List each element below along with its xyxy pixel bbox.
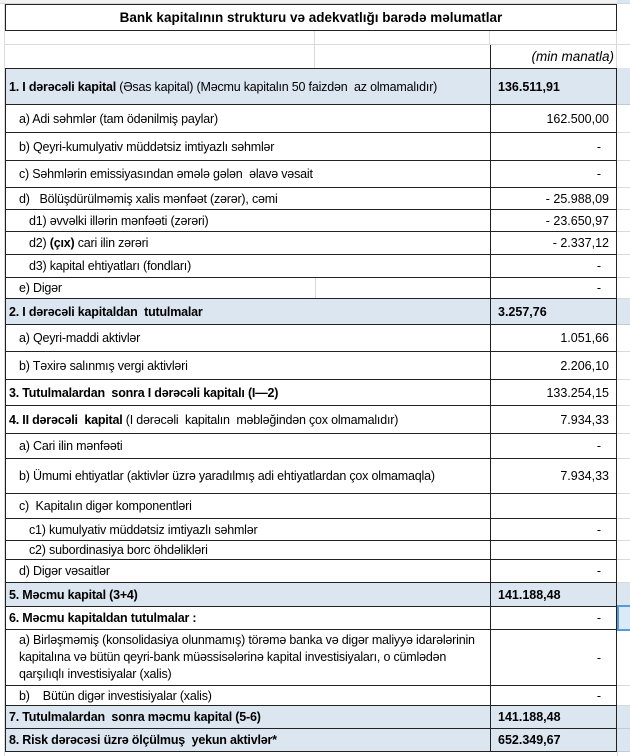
row-value-cell[interactable]: 7.934,33 [490,459,617,494]
row-label-cell[interactable] [5,68,490,105]
row-label-text: d) Digər vəsaitlər [19,564,110,578]
grid-margin-cell [617,325,630,352]
unit-note[interactable]: (min manatla) [490,45,617,68]
row-value-cell[interactable]: - [490,686,617,706]
top-strip-left [0,0,617,3]
row-label-cell[interactable] [5,105,490,133]
grid-margin-cell [617,380,630,406]
row-label-cell[interactable] [5,161,490,188]
empty-cell[interactable] [315,45,490,68]
page-title: Bank kapitalının strukturu və adekvatlığı barədə məlumatlar [119,10,503,25]
table-row [5,232,630,255]
table-row [5,133,630,161]
table-row [5,278,630,299]
row-label-cell[interactable] [5,380,490,406]
grid-margin-cell [617,210,630,232]
table-row [5,380,630,406]
grid-margin-cell [617,494,630,519]
row-label-cell[interactable] [5,299,490,325]
grid-margin-cell [617,68,630,105]
row-label-text: d3) kapital ehtiyatları (fondları) [29,259,192,273]
row-value-cell[interactable]: - [490,161,617,188]
row-label-text: c) Kapitalın digər komponentləri [19,499,192,513]
row-label-bold: (çıx) [49,236,75,250]
capital-table [5,68,630,752]
row-label-cell[interactable] [5,729,490,752]
grid-margin-cell [617,434,630,459]
selected-cell[interactable] [617,605,630,631]
row-label-cell[interactable] [5,232,490,255]
row-label-cell[interactable] [5,406,490,434]
table-row [5,541,630,560]
row-label-bold: 5. Məcmu kapital (3+4) [9,587,138,602]
row-label-cell[interactable] [5,686,490,706]
row-label-text: b) Qeyri-kumulyativ müddətsiz imtiyazlı səhmlər [19,139,275,154]
row-label-text: (I dərəcəli kapitalın məbləğindən çox olmamalıdır) [122,412,399,427]
table-row [5,255,630,278]
row-label-bold: 4. II dərəcəli kapital [9,412,123,427]
grid-margin-cell [617,706,630,729]
row-label-text: e) Digər [19,281,62,295]
row-label-text: a) Adi səhmlər (tam ödənilmiş paylar) [19,111,218,126]
row-value-cell[interactable] [490,494,617,519]
table-row [5,188,630,210]
bottom-strip [5,752,630,756]
grid-margin-cell [617,583,630,607]
row-value-cell[interactable]: 136.511,91 [490,68,617,105]
row-label-text: a) Birləşməmiş (konsolidasiya olunmamış) törəmə banka və digər maliyyə idarələrinin kapitalına və bütün qeyri-bank müəssisələrinə kapital investisiyaları, o cümlədən qarşılıqlı investisiyalar (xalis) [19,633,475,681]
grid-margin-cell [617,255,630,278]
row-label-bold: 3. Tutulmalardan sonra I dərəcəli kapitalı (I—2) [9,385,279,400]
row-value-cell[interactable]: 3.257,76 [490,299,617,325]
row-value-cell[interactable]: - 25.988,09 [490,188,617,210]
row-label-cell[interactable] [5,706,490,729]
row-label-cell[interactable] [5,630,490,686]
table-row [5,68,630,105]
empty-cell[interactable] [315,31,490,44]
grid-margin-cell [617,31,630,44]
table-row [5,210,630,232]
table-row [5,434,630,459]
row-label-text: a) Cari ilin mənfəəti [19,439,123,453]
row-label-text: d1) əvvəlki illərin mənfəəti (zərəri) [29,213,209,228]
row-label-cell[interactable] [5,352,490,380]
row-value-cell[interactable]: - [490,255,617,278]
row-value-cell[interactable]: 1.051,66 [490,325,617,352]
grid-margin-cell [617,45,630,68]
row-label-cell[interactable] [5,255,490,278]
row-label-cell[interactable] [5,434,490,459]
row-value-cell[interactable]: - 23.650,97 [490,210,617,232]
row-label-cell[interactable] [5,459,490,494]
row-label-cell[interactable] [5,541,490,560]
table-row [5,630,630,686]
grid-margin-cell [617,729,630,752]
grid-margin-cell [617,519,630,541]
row-value-cell[interactable]: - [490,560,617,583]
grid-margin-cell [617,232,630,255]
row-label-cell[interactable] [5,519,490,541]
row-label-cell[interactable] [5,607,490,630]
row-label-cell[interactable] [5,325,490,352]
row-value-cell[interactable]: - [490,607,617,630]
table-row [5,352,630,380]
row-label-text: d2) [29,236,50,250]
grid-margin-cell [617,105,630,133]
row-label-cell[interactable] [5,133,490,161]
row-label-text: b) Təxirə salınmış vergi aktivləri [19,358,188,373]
grid-margin-cell [617,278,630,299]
grid-margin-cell [617,161,630,188]
table-row [5,607,630,630]
row-label-text: (Əsas kapital) (Məcmu kapitalın 50 faizdən az olmamalıdır) [115,79,438,94]
row-value-cell[interactable]: 141.188,48 [490,706,617,729]
row-value-cell[interactable]: 652.349,67 [490,729,617,752]
row-label-bold: 1. I dərəcəli kapital [9,79,116,94]
empty-row[interactable] [5,31,630,45]
grid-margin-cell [617,630,630,686]
row-label-bold: 6. Məcmu kapitaldan tutulmalar : [9,611,197,625]
row-value-cell[interactable]: - [490,630,617,686]
table-row [5,161,630,188]
row-value-cell[interactable]: 162.500,00 [490,105,617,133]
table-row [5,519,630,541]
row-label-cell[interactable] [5,278,490,299]
grid-margin-cell [617,560,630,583]
row-value-cell[interactable]: 133.254,15 [490,380,617,406]
row-label-text: c) Səhmlərin emissiyasından əmələ gələn əlavə vəsait [19,167,313,181]
row-label-bold: 2. I dərəcəli kapitaldan tutulmalar [9,304,203,319]
row-label-text: cari ilin zərəri [74,236,149,250]
row-label-text: d) Bölüşdürülməmiş xalis mənfəət (zərər), cəmi [19,191,278,206]
unit-row[interactable] [5,45,630,68]
grid-margin-cell [617,133,630,161]
row-label-text: b) Ümumi ehtiyatlar (aktivlər üzrə yaradılmış adi ehtiyatlardan çox olmamaqla) [19,469,435,483]
table-row [5,686,630,706]
table-row [5,459,630,494]
grid-margin-cell [617,459,630,494]
table-row [5,560,630,583]
title-row[interactable] [5,4,617,31]
row-label-cell[interactable] [5,188,490,210]
table-row [5,105,630,133]
table-row [5,706,630,729]
capital-report [5,4,630,756]
table-row [5,299,630,325]
grid-margin-cell [617,607,630,630]
row-value-cell[interactable]: 141.188,48 [490,583,617,607]
row-value-cell[interactable]: - 2.337,12 [490,232,617,255]
table-row [5,583,630,607]
table-row [5,494,630,519]
row-value-cell[interactable]: 7.934,33 [490,406,617,434]
grid-margin-cell [617,541,630,560]
row-value-cell[interactable]: - [490,133,617,161]
empty-cell[interactable] [490,31,617,44]
row-label-bold: 8. Risk dərəcəsi üzrə ölçülmuş yekun aktivlər* [9,733,277,747]
grid-margin-cell [617,188,630,210]
table-row [5,729,630,752]
row-value-cell[interactable]: - [490,278,617,299]
row-label-bold: 7. Tutulmalardan sonra məcmu kapital (5-6) [9,710,261,724]
row-label-text: c2) subordinasiya borc öhdəlikləri [29,543,208,557]
table-row [5,406,630,434]
table-row [5,325,630,352]
row-label-text: c1) kumulyativ müddətsiz imtiyazlı səhmlər [29,522,258,537]
grid-margin-cell [617,406,630,434]
grid-margin-cell [617,352,630,380]
empty-cell[interactable] [5,31,315,44]
row-label-cell[interactable] [5,210,490,232]
row-label-cell[interactable] [5,494,490,519]
top-strip-selection [617,0,630,3]
row-value-cell[interactable]: - [490,519,617,541]
row-label-cell[interactable] [5,560,490,583]
row-value-cell[interactable] [490,541,617,560]
grid-margin-cell [617,686,630,706]
grid-margin-cell [617,299,630,325]
row-value-cell[interactable]: - [490,434,617,459]
row-value-cell[interactable]: 2.206,10 [490,352,617,380]
row-label-text: b) Bütün digər investisiyalar (xalis) [19,688,212,703]
empty-cell[interactable] [5,45,315,68]
row-label-text: a) Qeyri-maddi aktivlər [19,331,141,345]
row-label-cell[interactable] [5,583,490,607]
